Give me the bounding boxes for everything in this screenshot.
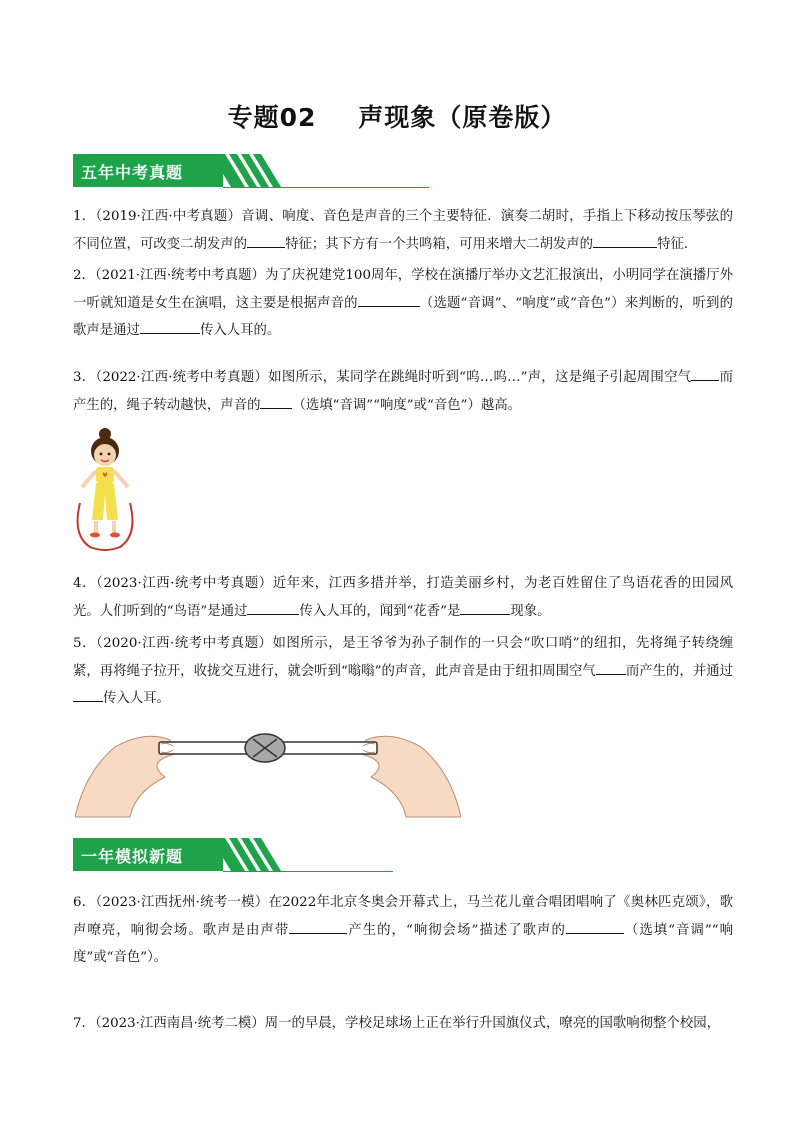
question-7: 7．（2023·江西南昌·统考二模）周一的早晨，学校足球场上正在举行升国旗仪式，嘹亮的国歌响彻整个校园， [73,1016,720,1031]
answer-blank[interactable] [460,600,510,615]
section-header-five-year [73,154,363,188]
answer-blank[interactable] [247,600,299,615]
page-title: 专题02 声现象（原卷版） [227,103,567,132]
answer-blank[interactable] [73,687,103,702]
question-3: 3．（2022·江西·统考中考真题）如图所示，某同学在跳绳时听到“呜…呜…”声，这是绳子引起周围空气 而产生的，绳子转动越快，声音的 （选填“音调”“响度”或“音色”）越高。 [73,364,733,419]
stripes-decoration [211,838,331,872]
button-whistle-illustration [75,722,461,822]
section-label: 五年中考真题 [81,163,184,182]
jump-rope-girl-illustration [70,425,140,553]
question-5: 5．（2020·江西·统考中考真题）如图所示，是王爷爷为孙子制作的一只会“吹口哨”的纽扣，先将绳子转绕缠紧，再将绳子拉开，收拢交互进行，就会听到“嗡嗡”的声音，此声音是由于纽扣周围空气 而产生的，并通过传入人耳。 [73,636,733,706]
answer-blank[interactable] [247,233,285,248]
answer-blank[interactable] [593,233,657,248]
question-6: 6．（2023·江西抚州·统考一模）在2022年北京冬奥会开幕式上，马兰花儿童合唱团唱响了《奥林匹克颂》，歌声嘹亮，响彻会场。歌声是由声带 产生的，“响彻会场”描述了歌声的 （选填“音调”“响度”或“音色”）。 [73,895,733,965]
question-2: 2．（2021·江西·统考中考真题）为了庆祝建党100周年，学校在演播厅举办文艺汇报演出，小明同学在演播厅外一听就知道是女生在演唱，这主要是根据声音的 （选题“音调”、“响度”或“音色”）来判断的，听到的歌声是通过 传入人耳的。 [73,268,733,338]
stripes-decoration [211,154,331,188]
question-1: 1．（2019·江西·中考真题）音调、响度、音色是声音的三个主要特征．演奏二胡时，手指上下移动按压琴弦的不同位置，可改变二胡发声的 特征；其下方有一个共鸣箱，可用来增大二胡发声的 特征． [73,209,733,252]
answer-blank[interactable] [289,919,347,934]
answer-blank[interactable] [566,919,624,934]
section-header-one-year [73,838,363,872]
answer-blank[interactable] [358,292,420,307]
question-4: 4．（2023·江西·统考中考真题）近年来，江西多措并举，打造美丽乡村，为老百姓留住了鸟语花香的田园风光。人们听到的“鸟语”是通过 传入人耳的，闻到“花香”是 现象。 [73,576,733,619]
answer-blank[interactable] [691,366,719,381]
section-label: 一年模拟新题 [81,847,184,866]
answer-blank[interactable] [140,319,200,334]
answer-blank[interactable] [596,660,626,675]
answer-blank[interactable] [260,394,292,409]
